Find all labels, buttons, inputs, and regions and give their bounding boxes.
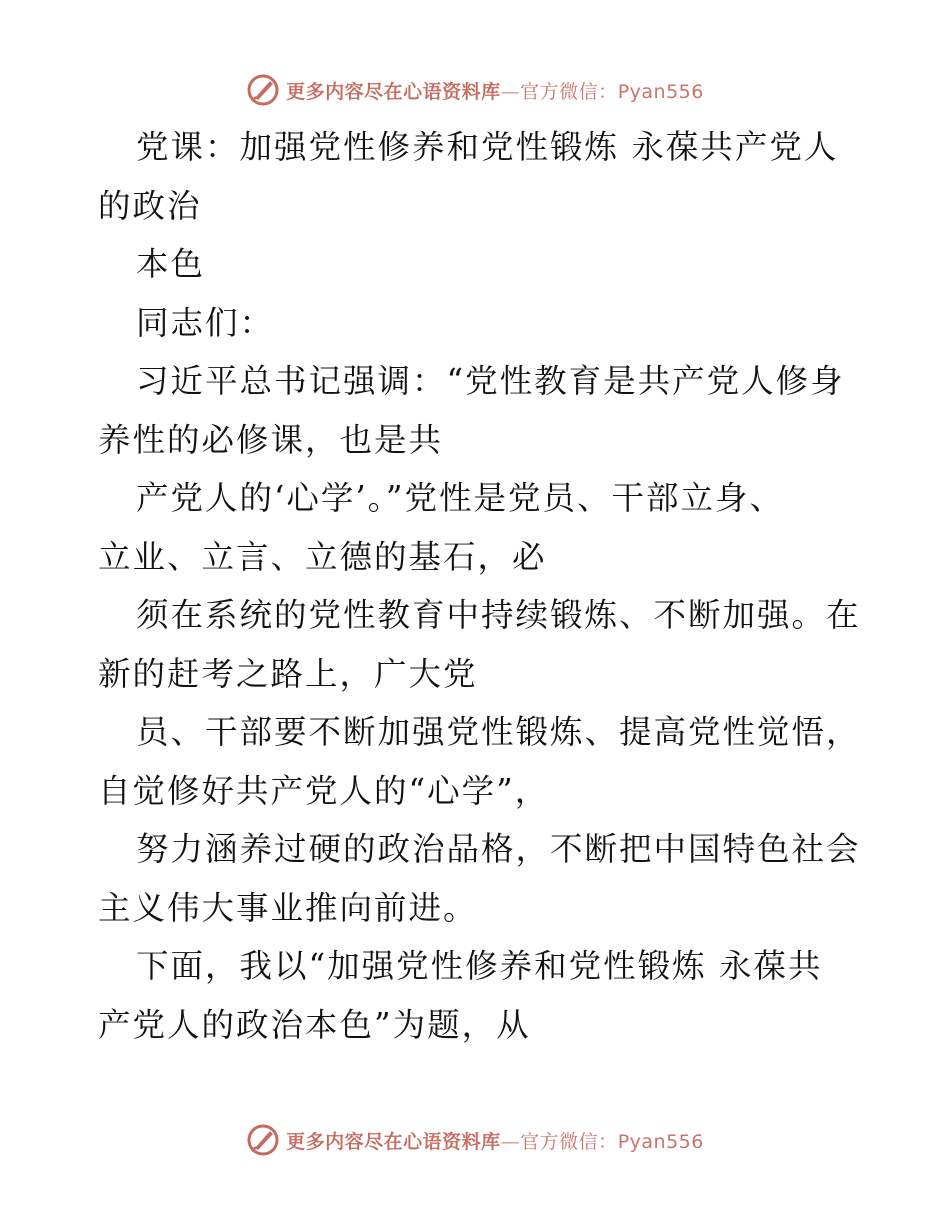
text-line: 新的赶考之路上，广大党	[98, 654, 478, 693]
text-line: 须在系统的党性教育中持续锻炼、不断加强。在	[136, 596, 861, 634]
watermark-wechat-label: 官方微信：	[520, 80, 618, 103]
text-line: 习近平总书记强调：“党性教育是共产党人修身	[136, 362, 845, 400]
text-line: 本色	[136, 245, 206, 283]
text-line: 同志们：	[136, 303, 275, 342]
text-line: 员、干部要不断加强党性锻炼、提高党性觉悟，	[136, 713, 861, 751]
text-line: 产党人的‘心学’。”党性是党员、干部立身、	[136, 479, 785, 517]
header-watermark	[0, 70, 950, 110]
watermark-separator: —	[500, 80, 521, 103]
watermark-site-name: 更多内容尽在心语资料库	[286, 80, 501, 103]
footer-watermark	[0, 1120, 950, 1160]
watermark-site-name: 更多内容尽在心语资料库	[286, 1130, 501, 1153]
watermark-text	[286, 1127, 704, 1154]
quill-logo-icon	[246, 73, 280, 107]
text-line: 养性的必修课，也是共	[98, 420, 444, 459]
document-body	[98, 118, 861, 1054]
text-line: 努力涵养过硬的政治品格，不断把中国特色社会	[136, 830, 861, 868]
text-line: 立业、立言、立德的基石，必	[98, 537, 547, 576]
text-line: 下面，我以“加强党性修养和党性锻炼 永葆共	[136, 947, 823, 985]
watermark-text	[286, 77, 704, 104]
text-line: 的政治	[98, 186, 202, 225]
text-line: 党课：加强党性修养和党性锻炼 永葆共产党人	[136, 128, 839, 166]
watermark-wechat-label: 官方微信：	[520, 1130, 618, 1153]
watermark-wechat-id: Pyan556	[617, 80, 704, 103]
watermark-wechat-id: Pyan556	[617, 1130, 704, 1153]
text-line: 产党人的政治本色”为题，从	[98, 1005, 531, 1044]
watermark-separator: —	[500, 1130, 521, 1153]
text-line: 主义伟大事业推向前进。	[98, 888, 478, 927]
text-line: 自觉修好共产党人的“心学”，	[98, 771, 550, 810]
quill-logo-icon	[246, 1123, 280, 1157]
